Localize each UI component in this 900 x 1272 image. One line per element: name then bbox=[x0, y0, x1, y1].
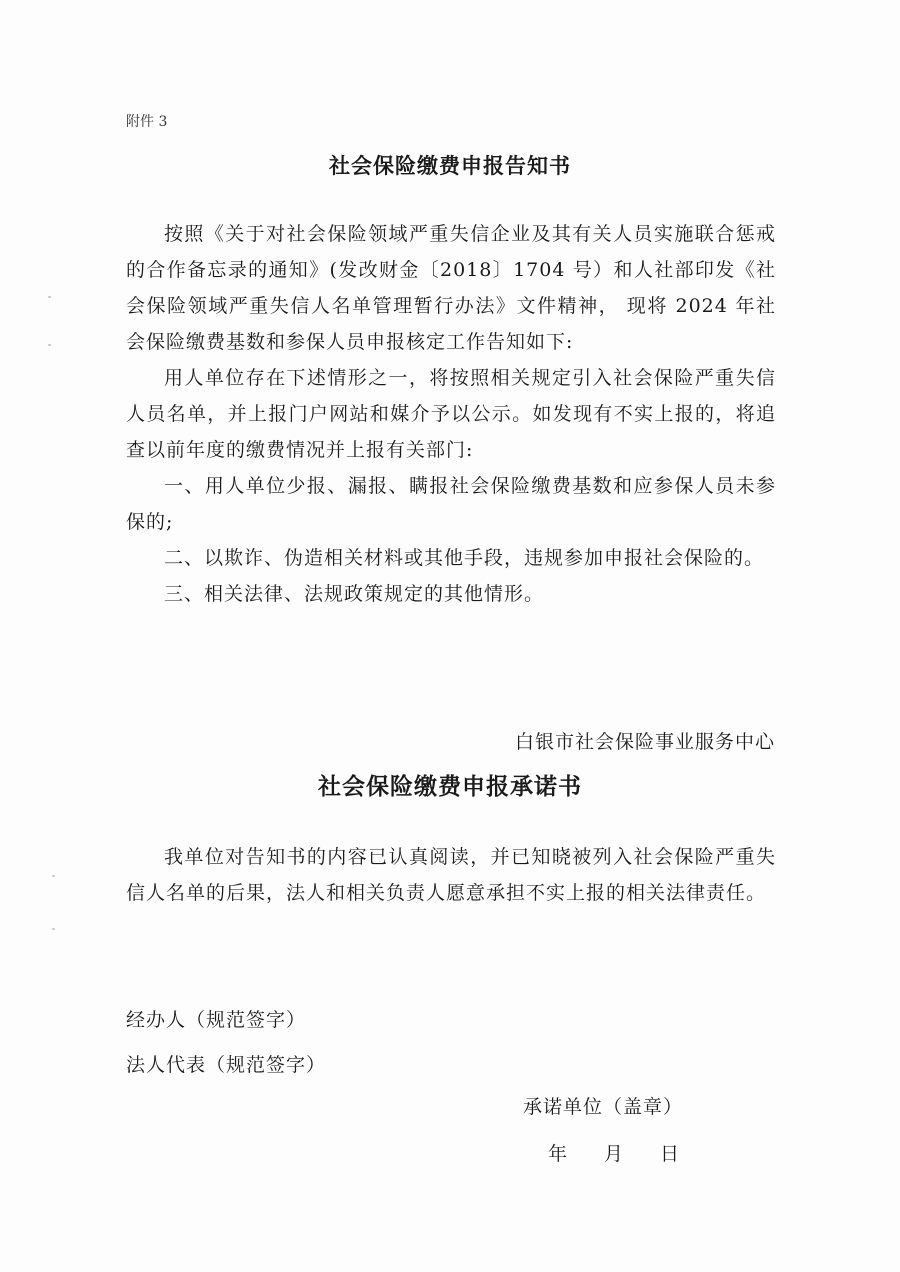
pledge-paragraph: 我单位对告知书的内容已认真阅读，并已知晓被列入社会保险严重失信人名单的后果，法人和相关负责人愿意承担不实上报的相关法律责任。 bbox=[126, 846, 776, 904]
handler-signature-label: 经办人（规范签字） bbox=[126, 1009, 307, 1031]
scan-speck bbox=[52, 928, 55, 930]
scan-speck bbox=[52, 875, 55, 877]
scan-speck bbox=[48, 296, 51, 298]
notice-title: 社会保险缴费申报告知书 bbox=[329, 154, 571, 178]
scan-speck bbox=[48, 344, 51, 346]
notice-item: 一、用人单位少报、漏报、瞒报社会保险缴费基数和应参保人员未参保的; bbox=[126, 475, 776, 533]
legal-rep-signature-label: 法人代表（规范签字） bbox=[126, 1054, 327, 1076]
pledge-title: 社会保险缴费申报承诺书 bbox=[318, 774, 582, 800]
notice-item: 二、以欺诈、伪造相关材料或其他手段，违规参加申报社会保险的。 bbox=[164, 547, 765, 569]
attachment-label: 附件 3 bbox=[126, 114, 168, 130]
notice-paragraph: 按照《关于对社会保险领域严重失信企业及其有关人员实施联合惩戒的合作备忘录的通知》(发改财金〔2018〕1704 号）和人社部印发《社会保险领域严重失信人名单管理暂行办法》文件精神， 现将 2024 年社会保险缴费基数和参保人员申报核定工作告知如下: bbox=[126, 223, 776, 353]
notice-body bbox=[126, 216, 776, 612]
notice-paragraph: 用人单位存在下述情形之一，将按照相关规定引入社会保险严重失信人员名单，并上报门户网站和媒介予以公示。如发现有不实上报的，将追查以前年度的缴费情况并上报有关部门: bbox=[126, 367, 776, 461]
date-day-label: 日 bbox=[660, 1143, 680, 1165]
date-line bbox=[548, 1139, 679, 1166]
issuer-name: 白银市社会保险事业服务中心 bbox=[514, 731, 775, 753]
date-month-label: 月 bbox=[604, 1143, 624, 1165]
pledge-body bbox=[126, 839, 776, 911]
pledging-unit-label: 承诺单位（盖章） bbox=[523, 1096, 684, 1118]
date-year-label: 年 bbox=[548, 1143, 568, 1165]
notice-item: 三、相关法律、法规政策规定的其他情形。 bbox=[164, 583, 545, 605]
